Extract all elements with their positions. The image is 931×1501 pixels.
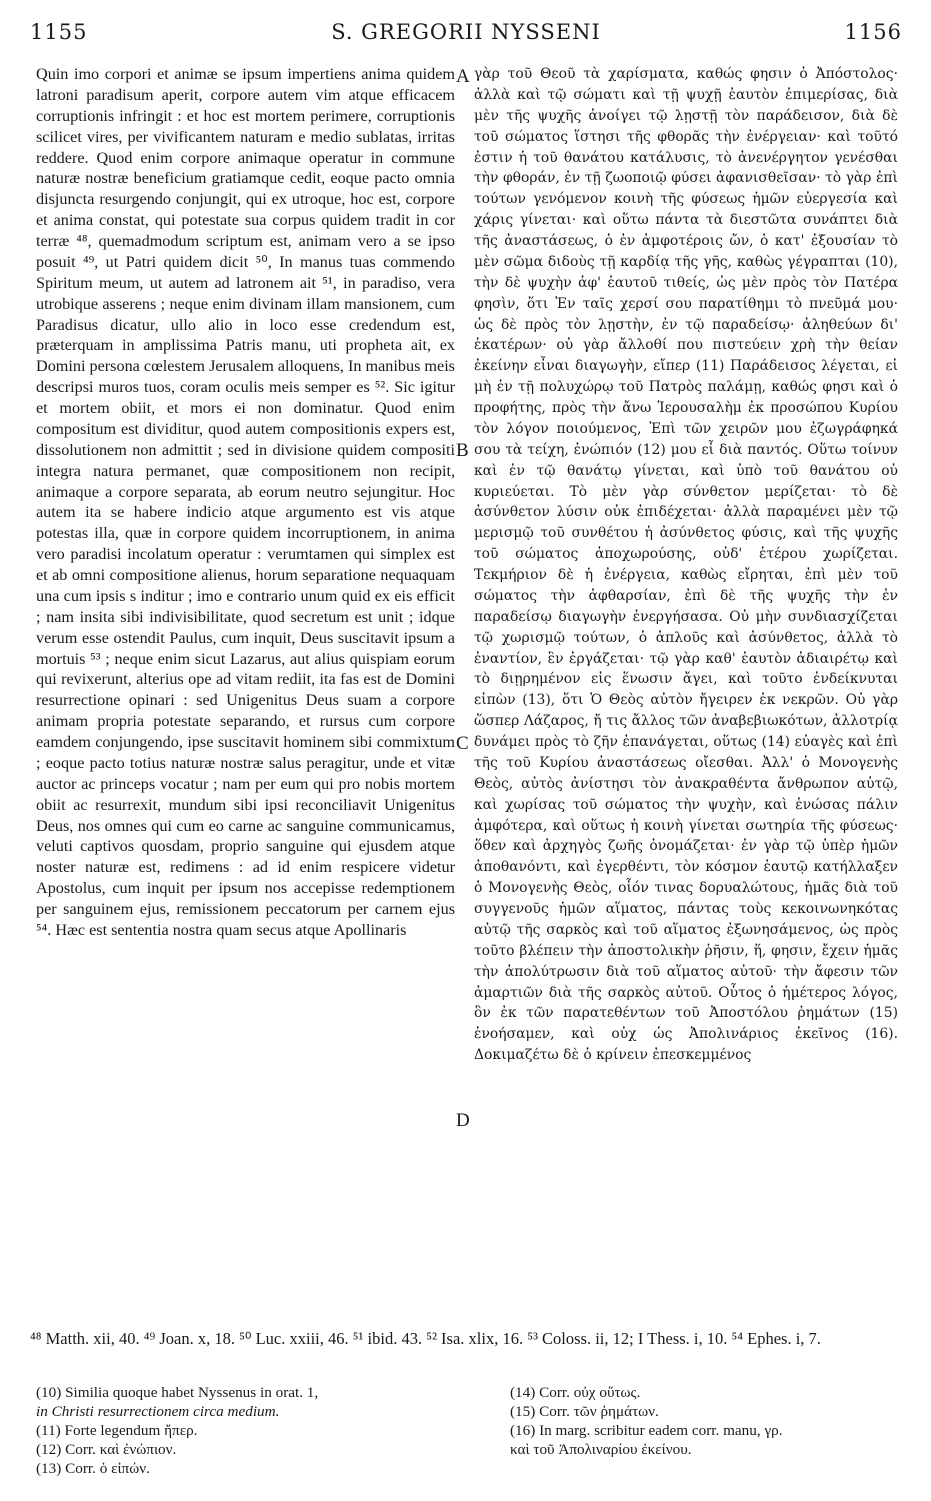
section-marker-c: C [456, 733, 469, 754]
footnote: (15) Corr. τῶν ῥημάτων. [510, 1403, 659, 1420]
footnote: (16) In marg. scribitur eadem corr. manu, γρ. [510, 1422, 783, 1439]
footnote: (11) Forte legendum ἤπερ. [36, 1422, 198, 1439]
scripture-references: ⁴⁸ Matth. xii, 40. ⁴⁹ Joan. x, 18. ⁵⁰ Luc. xxiii, 46. ⁵¹ ibid. 43. ⁵² Isa. xlix, 16. ⁵³ Coloss. ii, 12; I Thess. i, 10. ⁵⁴ Ephes. i, 7. [30, 1329, 821, 1348]
page-header [30, 20, 902, 54]
footnotes-left [36, 1383, 466, 1478]
left-page-number: 1155 [30, 20, 88, 44]
footnotes-right [510, 1383, 900, 1459]
latin-column: Quin imo corpori et animæ se ipsum impertiens anima quidem latroni paradisum aperit, corpore autem vim atque efficacem corruptionis infringit : et hoc est mortem perimere, corruptionis scilicet vires, per vivificantem naturam e medio sublatas, irritas reddere. Quod enim corpore animaque operatur in commune naturæ nostræ beneficium gratiamque cedit, eoque pacto omnia disjuncta resurgendo conjungit, qui ex utroque, hoc est, corpore et anima constat, qui potestate sua corpus quidem tradit in cor terræ ⁴⁸, quemadmodum scriptum est, animam vero a se ipso posuit ⁴⁹, ut Patri quidem dicit ⁵⁰, In manus tuas commendo Spiritum meum, ut autem ad latronem ait ⁵¹, in paradiso, vera utrobique asserens ; neque enim divinam illam mansionem, cum Paradisus dicatur, ullo alio in loco esse credendum est, præterquam in amplissima Patris manu, uti propheta ait, ex Domini persona cœlestem Jerusalem alloquens, In manibus meis descripsi muros tuos, coram oculis meis semper es ⁵². Sic igitur et mortem obiit, et mors ei non dominatur. Quod enim compositum est dividitur, quod autem compositionis expers est, dissolutionem non admittit ; sed in divisione quidem compositi integra natura permanet, quæ compositionem non recipit, animaque a corpore separata, ab eorum neutro sejungitur. Hoc autem ita se habere indicio atque argumento est vis atque potestas illa, quæ in corpore quidem incorruptionem, in anima vero paradisi incolatum operatur : verumtamen qui simplex est et ab omni compositione alienus, horum separatione nequaquam una cum ipsis s inditur ; imo e contrario unum quid ex eis efficit ; nam insita sibi indivisibilitate, quod secretum est unit ; idque verum esse ostendit Paulus, cum inquit, Deus suscitavit ipsum a mortuis ⁵³ ; neque enim sicut Lazarus, aut alius quispiam eorum qui revixerunt, alterius ope ad vitam rediit, ita fas est de Domini resurrectione opinari : sed Unigenitus Deus suam a corpore animam propria potestate separando, et rursus cum corpore eamdem conjungendo, ipse suscitavit hominem sibi commixtum ; eoque pacto totius naturæ nostræ salus peragitur, unde et vitæ auctor ac princeps vocatur ; nam per eum qui pro nobis mortem obiit ac resurrexit, mundum sibi ipsi reconciliavit Unigenitus Deus, nos omnes qui cum eo carne ac sanguine communicamus, veluti captivos quosdam, proprio sanguine qui ejusdem atque noster naturæ est, redimens : ad id enim respicere videtur Apostolus, cum inquit per ipsum nos accepisse redemptionem per sanguinem ejus, remissionem peccatorum per carnem ejus ⁵⁴. Hæc est sententia nostra quam secus atque Apollinaris [36, 65, 455, 939]
footnote: (14) Corr. οὐχ οὕτως. [510, 1384, 641, 1401]
footnote: καὶ τοῦ Ἀπολιναρίου ἐκείνου. [510, 1441, 692, 1458]
footnote: in Christi resurrectionem circa medium. [36, 1403, 280, 1420]
running-title: S. GREGORII NYSSENI [331, 20, 601, 44]
greek-column: γὰρ τοῦ Θεοῦ τὰ χαρίσματα, καθώς φησιν ὁ Ἀπόστολος· ἀλλὰ καὶ τῷ σώματι καὶ τῇ ψυχῇ ἑαυτὸν ἐπιμερίσας, διὰ μὲν τῆς ψυχῆς ἀνοίγει τῷ λῃστῇ τὸν παράδεισον, διὰ δὲ τοῦ σώματος ἵστησι τῆς φθορᾶς τὴν ἐνέργειαν· καὶ τοῦτό ἐστιν ἡ τοῦ θανάτου κατάλυσις, τὸ ἀνενέργητον γενέσθαι τὴν φθοράν, ἐν τῇ ζωοποιῷ φύσει ἀφανισθεῖσαν· τὸ γὰρ ἐπὶ τούτων γενόμενον κοινὴ τῆς φύσεως ἡμῶν εὐεργεσία καὶ χάρις γίνεται· καὶ οὕτω πάντα τὰ διεστῶτα συνάπτει διὰ τῆς ἀναστάσεως, ὁ ἐν ἀμφοτέροις ὤν, ὁ κατ' ἐξουσίαν τὸ μὲν σῶμα διδοὺς τῇ καρδίᾳ τῆς γῆς, καθὼς γέγραπται (10), τὴν δὲ ψυχὴν ἀφ' ἑαυτοῦ τιθείς, ὡς μὲν πρὸς τὸν Πατέρα φησὶν, ὅτι Ἐν ταῖς χερσί σου παρατίθημι τὸ πνεῦμά μου· ὡς δὲ πρὸς τὸν λῃστὴν, ἐν τῷ παραδείσῳ· ἀληθεύων δι' ἑκατέρων· οὐ γὰρ ἄλλοθί που πιστεύειν χρὴ τὴν θείαν ἐκείνην εἶναι διαγωγὴν, εἴπερ (11) Παράδεισος λέγεται, εἰ μὴ ἐν τῇ πολυχώρῳ τοῦ Πατρὸς παλάμῃ, καθώς φησι καὶ ὁ προφήτης, πρὸς τὴν ἄνω Ἱερουσαλὴμ ἐκ προσώπου Κυρίου τὸν λόγον ποιούμενος, Ἐπὶ τῶν χειρῶν μου ἐζωγράφηκά σου τὰ τείχη, ἐνώπιόν (12) μου εἶ διὰ παντός. Οὕτω τοίνυν καὶ ἐν τῷ θανάτῳ γίνεται, καὶ ὑπὸ τοῦ θανάτου οὐ κυριεύεται. Τὸ μὲν γὰρ σύνθετον μερίζεται· τὸ δὲ ἀσύνθετον λύσιν οὐκ ἐπιδέχεται· ἀλλὰ παραμένει μὲν τῷ μερισμῷ τοῦ συνθέτου ἡ ἀσύνθετος φύσις, καὶ τῆς ψυχῆς τοῦ σώματος ἀποχωρούσης, οὐδ' ἑτέρου χωρίζεται. Τεκμήριον δὲ ἡ ἐνέργεια, καθὼς εἴρηται, ἐπὶ μὲν τοῦ σώματος τὴν ἀφθαρσίαν, ἐπὶ δὲ τῆς ψυχῆς τὴν ἐν παραδείσῳ διαγωγὴν ἐνεργήσασα. Οὐ μὴν συνδιασχίζεται τῷ χωρισμῷ τούτων, ὁ ἁπλοῦς καὶ ἀσύνθετος, ἀλλὰ τὸ ἐναντίον, ἓν ἐργάζεται· τῷ γὰρ καθ' ἑαυτὸν ἀδιαιρέτῳ καὶ τὸ διῃρημένον εἰς ἕνωσιν ἄγει, καὶ τοῦτο ἐνδείκνυται εἰπὼν (13), ὅτι Ὁ Θεὸς αὐτὸν ἤγειρεν ἐκ νεκρῶν. Οὐ γὰρ ὥσπερ Λάζαρος, ἤ τις ἄλλος τῶν ἀναβεβιωκότων, ἀλλοτρίᾳ δυνάμει πρὸς τὸ ζῆν ἐπανάγεται, οὕτως (14) εὐαγὲς καὶ ἐπὶ τῆς τοῦ Κυρίου ἀναστάσεως οἴεσθαι. Ἀλλ' ὁ Μονογενὴς Θεὸς, αὐτὸς ἀνίστησι τὸν ἀνακραθέντα ἄνθρωπον αὐτῷ, καὶ χωρίσας τοῦ σώματος τὴν ψυχὴν, καὶ ἑνώσας πάλιν ἀμφότερα, καὶ οὕτως ἡ κοινὴ γίνεται σωτηρία τῆς φύσεως· ὅθεν καὶ ἀρχηγὸς ζωῆς ὀνομάζεται· ἐν γὰρ τῷ ὑπὲρ ἡμῶν ἀποθανόντι, καὶ ἐγερθέντι, τὸν κόσμον ἑαυτῷ κατήλλαξεν ὁ Μονογενὴς Θεὸς, οἷόν τινας δορυαλώτους, ἡμᾶς διὰ τοῦ συγγενοῦς ἡμῶν αἵματος, πάντας τοὺς κεκοινωνηκότας αὐτῷ τῆς σαρκὸς καὶ τοῦ αἵματος ἐξωνησάμενος, ὡς πρὸς τοῦτο βλέπειν τὴν ἀποστολικὴν ῥῆσιν, ἥ, φησιν, ἔχειν ἡμᾶς τὴν ἀπολύτρωσιν διὰ τοῦ αἵματος αὐτοῦ· τὴν ἄφεσιν τῶν ἁμαρτιῶν διὰ τῆς σαρκὸς αὐτοῦ. Οὗτος ὁ ἡμέτερος λόγος, ὃν ἐκ τῶν παρατεθέντων τοῦ Ἀποστόλου ῥημάτων (15) ἐνοήσαμεν, καὶ οὐχ ὡς Ἀπολινάριος ἐκεῖνος (16). Δοκιμαζέτω δὲ ὁ κρίνειν ἐπεσκεμμένος [474, 66, 898, 1064]
footnote: (10) Similia quoque habet Nyssenus in orat. 1, [36, 1384, 319, 1401]
section-marker-a: A [456, 66, 470, 87]
footnote: (13) Corr. ὁ εἰπών. [36, 1460, 150, 1477]
right-page-number: 1156 [844, 20, 902, 44]
section-marker-d: D [456, 1110, 470, 1131]
section-marker-b: B [456, 440, 469, 461]
footnote: (12) Corr. καὶ ἐνώπιον. [36, 1441, 177, 1458]
